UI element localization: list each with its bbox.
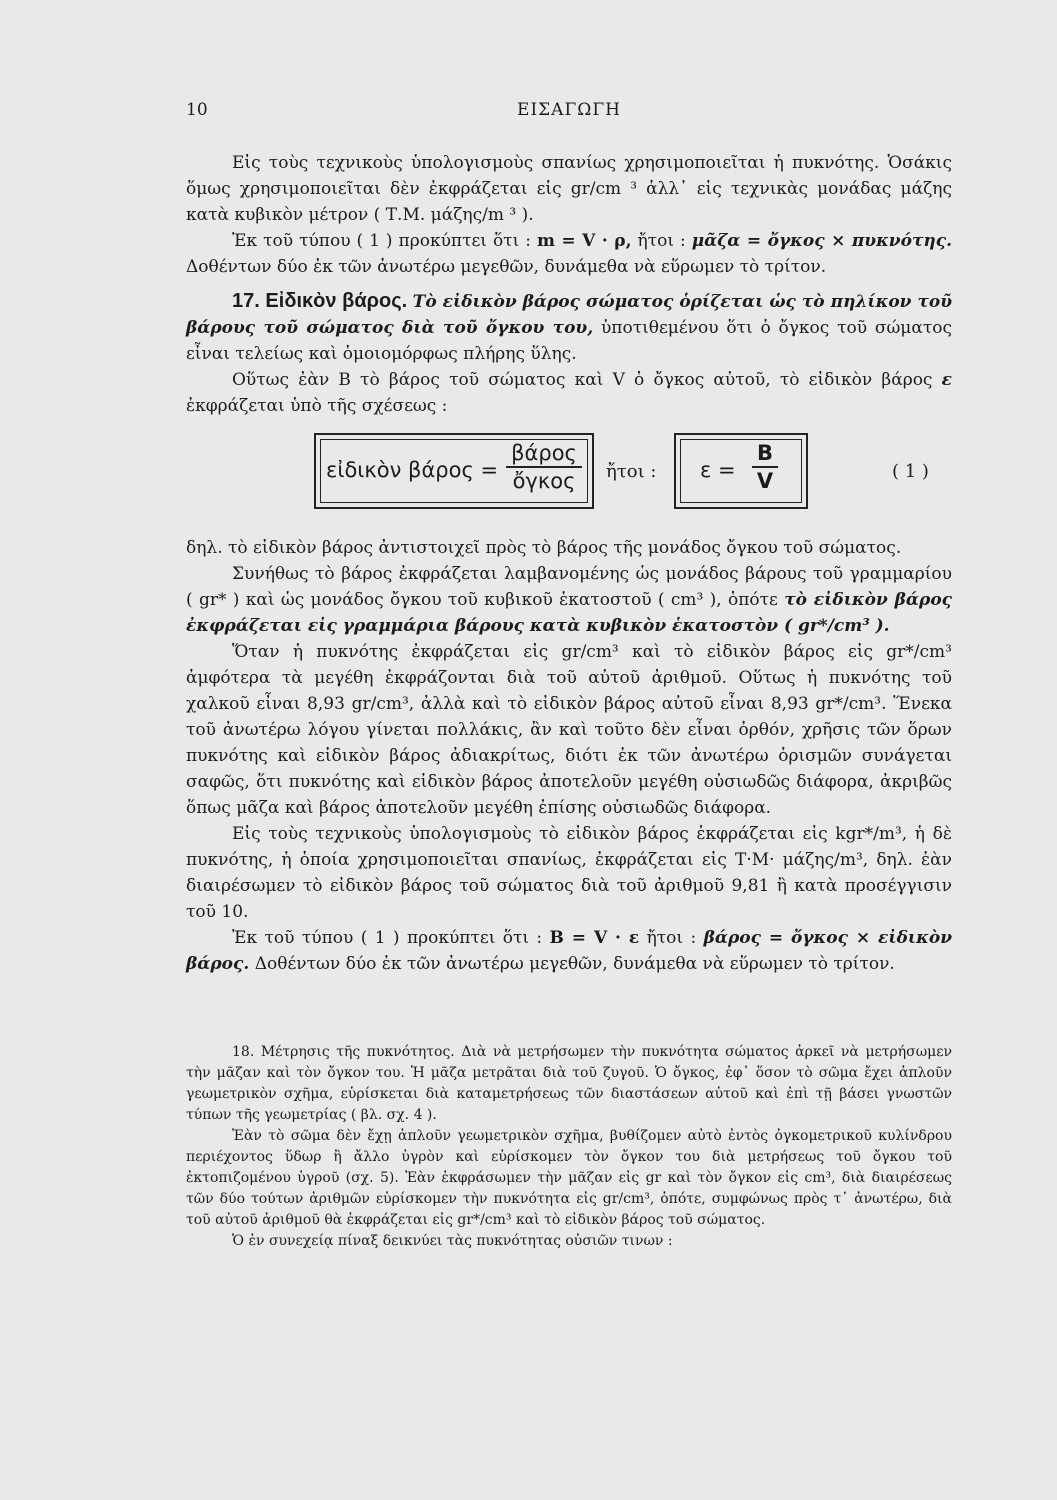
page-number: 10 bbox=[186, 100, 208, 120]
paragraph-8-text-c: Δοθέντων δύο ἐκ τῶν ἀνωτέρω μεγεθῶν, δυνάμεθα νὰ εὕρωμεν τὸ τρίτον. bbox=[254, 954, 895, 974]
paragraph-2-text-a: Ἐκ τοῦ τύπου ( 1 ) προκύπτει ὅτι : bbox=[232, 231, 531, 251]
formula-numerator-b: B bbox=[756, 441, 773, 465]
formula-fraction-symbolic bbox=[752, 441, 778, 493]
paragraph-5 bbox=[186, 561, 952, 639]
section-18-p1-text: Διὰ νὰ μετρήσωμεν τὴν πυκνότητα σώματος ἀρκεῖ νὰ μετρήσωμεν τὴν μᾶζαν καὶ τὸν ὄγκον του. Ἡ μᾶζα μετρᾶται διὰ τοῦ ζυγοῦ. Ὁ ὄγκος, ἐφ᾽ ὅσον τὸ σῶμα ἔχει ἁπλοῦν γεωμετρικὸν σχῆμα, εὑρίσκεται διὰ καταμετρήσεως τῶν διαστάσεων αὐτοῦ καὶ ἐπὶ τῇ βάσει γνωστῶν τύπων τῆς γεωμετρίας ( βλ. σχ. 4 ). bbox=[186, 1044, 952, 1123]
section-18-heading: 18. Μέτρησις τῆς πυκνότητος. bbox=[232, 1044, 455, 1060]
formula-connector: ἤτοι : bbox=[606, 461, 657, 482]
equation-number: ( 1 ) bbox=[892, 461, 929, 482]
paragraph-1: Εἰς τοὺς τεχνικοὺς ὑπολογισμοὺς σπανίως χρησιμοποιεῖται ἡ πυκνότης. Ὁσάκις ὅμως χρησιμοποιεῖται δὲν ἐκφράζεται εἰς gr/cm ³ ἀλλ᾽ εἰς τεχνικὰς μονάδας μάζης κατὰ κυβικὸν μέτρον ( Τ.Μ. μάζης/m ³ ). bbox=[186, 153, 952, 225]
paragraph-7: Εἰς τοὺς τεχνικοὺς ὑπολογισμοὺς τὸ εἰδικὸν βάρος ἐκφράζεται εἰς kgr*/m³, ἡ δὲ πυκνότης, ἡ ὁποία χρησιμοποιεῖται σπανίως, ἐκφράζεται εἰς Τ·Μ· μάζης/m³, δηλ. ἐὰν διαιρέσωμεν τὸ εἰδικὸν βάρος τοῦ σώματος διὰ τοῦ ἀριθμοῦ 9,81 ἢ κατὰ προσέγγισιν τοῦ 10. bbox=[186, 824, 952, 922]
specific-weight-definition: Τὸ εἰδικὸν βάρος σώματος ὁρίζεται ὡς τὸ πηλίκον τοῦ βάρους τοῦ σώματος διὰ τοῦ ὄγκου του, bbox=[186, 292, 953, 338]
fraction-bar bbox=[506, 466, 582, 468]
paragraph-8 bbox=[186, 925, 952, 977]
formula-denominator: ὄγκος bbox=[512, 469, 576, 493]
paragraph-4: δηλ. τὸ εἰδικὸν βάρος ἀντιστοιχεῖ πρὸς τὸ βάρος τῆς μονάδος ὄγκου τοῦ σώματος. bbox=[186, 538, 902, 558]
formula-lhs-symbolic: ε = bbox=[700, 458, 736, 482]
formula-box-symbols bbox=[674, 433, 808, 509]
fraction-bar-symbolic bbox=[752, 466, 778, 468]
weight-definition: βάρος = ὄγκος × εἰδικὸν βάρος. bbox=[186, 928, 953, 974]
formula-block bbox=[186, 433, 952, 521]
main-text bbox=[186, 150, 952, 977]
page-header bbox=[186, 100, 952, 126]
formula-numerator: βάρος bbox=[511, 441, 577, 465]
section-18-p1 bbox=[186, 1042, 952, 1126]
paragraph-6: Ὅταν ἡ πυκνότης ἐκφράζεται εἰς gr/cm³ καὶ τὸ εἰδικὸν βάρος εἰς gr*/cm³ ἀμφότερα τὰ μεγέθη ἐκφράζονται διὰ τοῦ αὐτοῦ ἀριθμοῦ. Οὕτως ἡ πυκνότης τοῦ χαλκοῦ εἶναι 8,93 gr/cm³, ἀλλὰ καὶ τὸ εἰδικὸν βάρος αὐτοῦ εἶναι 8,93 gr*/cm³. Ἕνεκα τοῦ ἀνωτέρω λόγου γίνεται πολλάκις, ἂν καὶ τοῦτο δὲν εἶναι ὀρθόν, χρῆσις τῶν ὅρων πυκνότης καὶ εἰδικὸν βάρος ἀδιακρίτως, διότι ἐκ τῶν ἀνωτέρω ὁρισμῶν συνάγεται σαφῶς, ὅτι πυκνότης καὶ εἰδικὸν βάρος ἀποτελοῦν μεγέθη οὐσιωδῶς διάφορα, ἀκριβῶς ὅπως μᾶζα καὶ βάρος ἀποτελοῦν μεγέθη ἐπίσης οὐσιωδῶς διάφορα. bbox=[186, 642, 952, 818]
formula-denominator-v: V bbox=[756, 469, 774, 493]
formula-box-words bbox=[314, 433, 594, 509]
mass-definition: μᾶζα = ὄγκος × πυκνότης. bbox=[691, 231, 953, 251]
paragraph-8-text-b: ἤτοι : bbox=[646, 928, 697, 948]
paragraph-2-text-b: ἤτοι : bbox=[637, 231, 686, 251]
section-18 bbox=[186, 1042, 952, 1252]
section-18-p3: Ὁ ἐν συνεχείᾳ πίναξ δεικνύει τὰς πυκνότητας οὐσιῶν τινων : bbox=[232, 1233, 673, 1249]
running-title: ΕΙΣΑΓΩΓΗ bbox=[517, 100, 621, 120]
formula-m-v-rho: m = V · ρ, bbox=[536, 231, 632, 251]
paragraph-3 bbox=[186, 367, 952, 419]
paragraph-3-text-b: ἐκφράζεται ὑπὸ τῆς σχέσεως : bbox=[186, 396, 448, 416]
formula-lhs: εἰδικὸν βάρος = bbox=[326, 458, 499, 482]
formula-b-v-epsilon: B = V · ε bbox=[549, 928, 640, 948]
section-17 bbox=[186, 288, 952, 367]
formula-fraction bbox=[506, 441, 582, 493]
section-18-p2: Ἐὰν τὸ σῶμα δὲν ἔχῃ ἁπλοῦν γεωμετρικὸν σχῆμα, βυθίζομεν αὐτὸ ἐντὸς ὀγκομετρικοῦ κυλίνδρου περιέχοντος ὕδωρ ἢ ἄλλο ὑγρὸν καὶ εὑρίσκομεν τὸν ὄγκον του διὰ μετρήσεως τοῦ ὄγκου τοῦ ἐκτοπιζομένου ὑγροῦ (σχ. 5). Ἐὰν ἐκφράσωμεν τὴν μᾶζαν εἰς gr καὶ τὸν ὄγκον εἰς cm³, διὰ διαιρέσεως τῶν δύο τούτων ἀριθμῶν εὑρίσκομεν τὴν πυκνότητα εἰς gr/cm³, ὁπότε, συμφώνως πρὸς τ᾽ ἀνωτέρω, διὰ τοῦ αὐτοῦ ἀριθμοῦ θὰ ἐκφράζεται εἰς gr*/cm³ καὶ τὸ εἰδικὸν βάρος τοῦ σώματος. bbox=[186, 1128, 952, 1228]
paragraph-3-text-a: Οὕτως ἐὰν B τὸ βάρος τοῦ σώματος καὶ V ὁ ὄγκος αὐτοῦ, τὸ εἰδικὸν βάρος bbox=[232, 370, 933, 390]
section-17-heading: 17. Εἰδικὸν βάρος. bbox=[232, 290, 408, 312]
section-17-text: ὑποτιθεμένου ὅτι ὁ ὄγκος τοῦ σώματος εἶναι τελείως καὶ ὁμοιομόρφως πλήρης ὕλης. bbox=[186, 318, 952, 364]
variable-epsilon: ε bbox=[941, 370, 952, 390]
paragraph-5-text: Συνήθως τὸ βάρος ἐκφράζεται λαμβανομένης ὡς μονάδος βάρους τοῦ γραμμαρίου ( gr* ) καὶ ὡς μονάδος ὄγκου τοῦ κυβικοῦ ἑκατοστοῦ ( cm³ ), ὁπότε bbox=[186, 564, 952, 610]
paragraph-8-text-a: Ἐκ τοῦ τύπου ( 1 ) προκύπτει ὅτι : bbox=[232, 928, 543, 948]
unit-definition: τὸ εἰδικὸν βάρος ἐκφράζεται εἰς γραμμάρια βάρους κατὰ κυβικὸν ἑκατοστὸν ( gr*/cm³ ). bbox=[186, 590, 953, 636]
paragraph-2 bbox=[186, 228, 952, 280]
paragraph-2-text-c: Δοθέντων δύο ἐκ τῶν ἀνωτέρω μεγεθῶν, δυνάμεθα νὰ εὕρωμεν τὸ τρίτον. bbox=[186, 257, 827, 277]
